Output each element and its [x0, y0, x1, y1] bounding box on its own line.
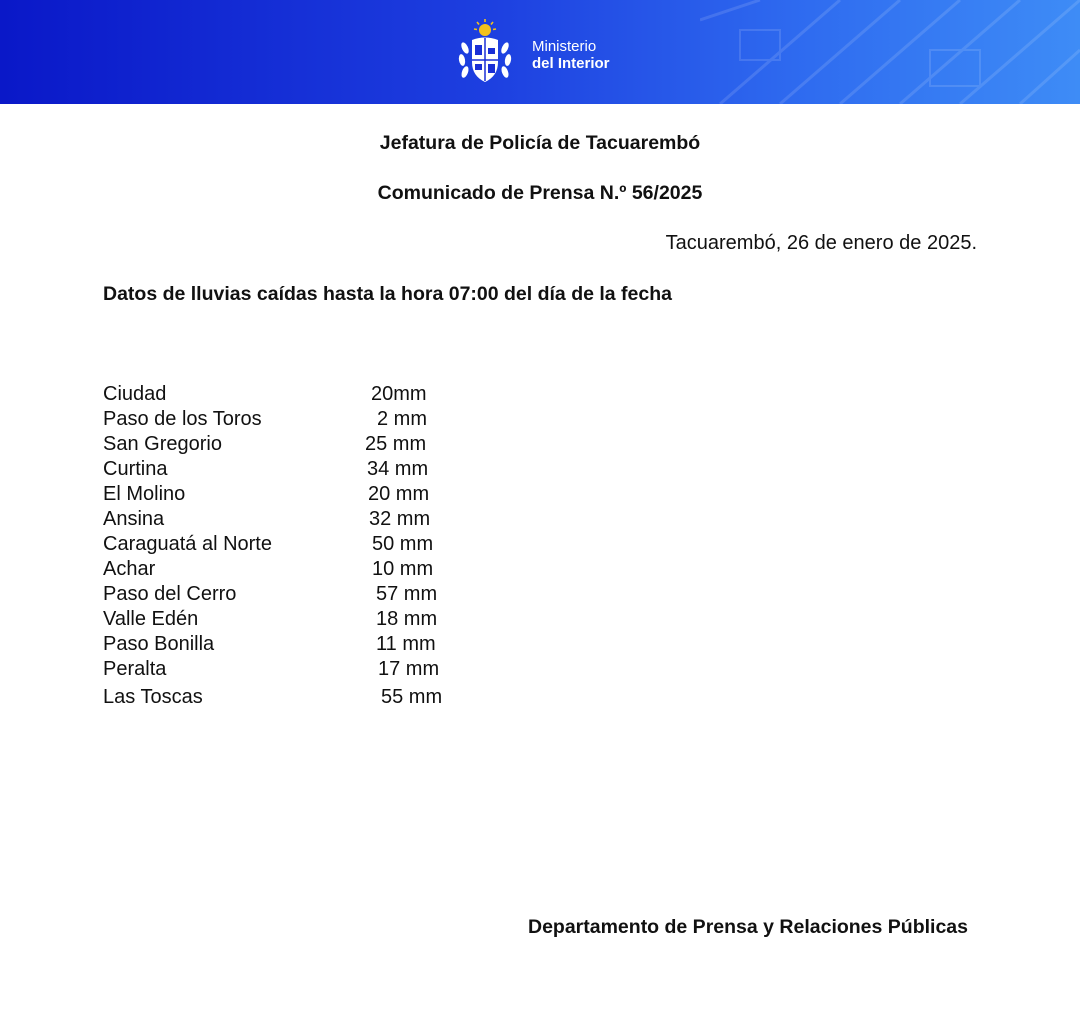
rainfall-amount: 34 mm	[367, 458, 429, 480]
rainfall-amount: 55 mm	[381, 686, 443, 708]
rainfall-location: Paso del Cerro	[103, 583, 237, 605]
banner-pattern	[700, 0, 1080, 104]
list-item	[103, 432, 503, 457]
rainfall-list	[103, 382, 503, 710]
rainfall-amount: 18 mm	[376, 608, 438, 630]
rainfall-amount: 20mm	[371, 383, 427, 405]
rainfall-location: Valle Edén	[103, 608, 199, 630]
rainfall-location: Peralta	[103, 658, 167, 680]
list-item	[103, 382, 503, 407]
rainfall-location: Las Toscas	[103, 686, 203, 708]
rainfall-location: Paso Bonilla	[103, 633, 215, 655]
ministry-line-2: del Interior	[532, 55, 610, 72]
rainfall-location: Achar	[103, 558, 156, 580]
rainfall-location: Caraguatá al Norte	[103, 533, 272, 555]
rainfall-amount: 32 mm	[369, 508, 431, 530]
list-item	[103, 582, 503, 607]
rainfall-location: Curtina	[103, 458, 168, 480]
ministry-logo-text	[532, 38, 610, 72]
rainfall-subtitle: Datos de lluvias caídas hasta la hora 07:00 del día de la fecha	[103, 283, 672, 305]
rainfall-amount: 20 mm	[368, 483, 430, 505]
rainfall-amount: 11 mm	[376, 633, 436, 655]
department-signature: Departamento de Prensa y Relaciones Públicas	[527, 916, 968, 938]
list-item	[103, 507, 503, 532]
header-banner	[0, 0, 1080, 104]
ministry-line-1: Ministerio	[532, 38, 597, 55]
list-item	[103, 632, 503, 657]
list-item	[103, 557, 503, 582]
document-date: Tacuarembó, 26 de enero de 2025.	[665, 232, 977, 254]
rainfall-location: Paso de los Toros	[103, 408, 262, 430]
document-title: Jefatura de Policía de Tacuarembó	[379, 132, 701, 154]
list-item	[103, 532, 503, 557]
rainfall-location: Ciudad	[103, 383, 167, 405]
rainfall-amount: 50 mm	[372, 533, 434, 555]
rainfall-location: El Molino	[103, 483, 186, 505]
rainfall-amount: 25 mm	[365, 433, 427, 455]
rainfall-amount: 2 mm	[377, 408, 427, 430]
rainfall-location: San Gregorio	[103, 433, 222, 455]
rainfall-amount: 10 mm	[372, 558, 434, 580]
list-item	[103, 482, 503, 507]
uruguay-coat-of-arms-icon	[456, 18, 514, 88]
rainfall-amount: 17 mm	[378, 658, 440, 680]
rainfall-location: Ansina	[103, 508, 165, 530]
rainfall-amount: 57 mm	[376, 583, 438, 605]
list-item	[103, 657, 503, 682]
list-item	[103, 607, 503, 632]
list-item	[103, 685, 503, 710]
list-item	[103, 457, 503, 482]
press-release-number: Comunicado de Prensa N.º 56/2025	[377, 182, 703, 204]
list-item	[103, 407, 503, 432]
